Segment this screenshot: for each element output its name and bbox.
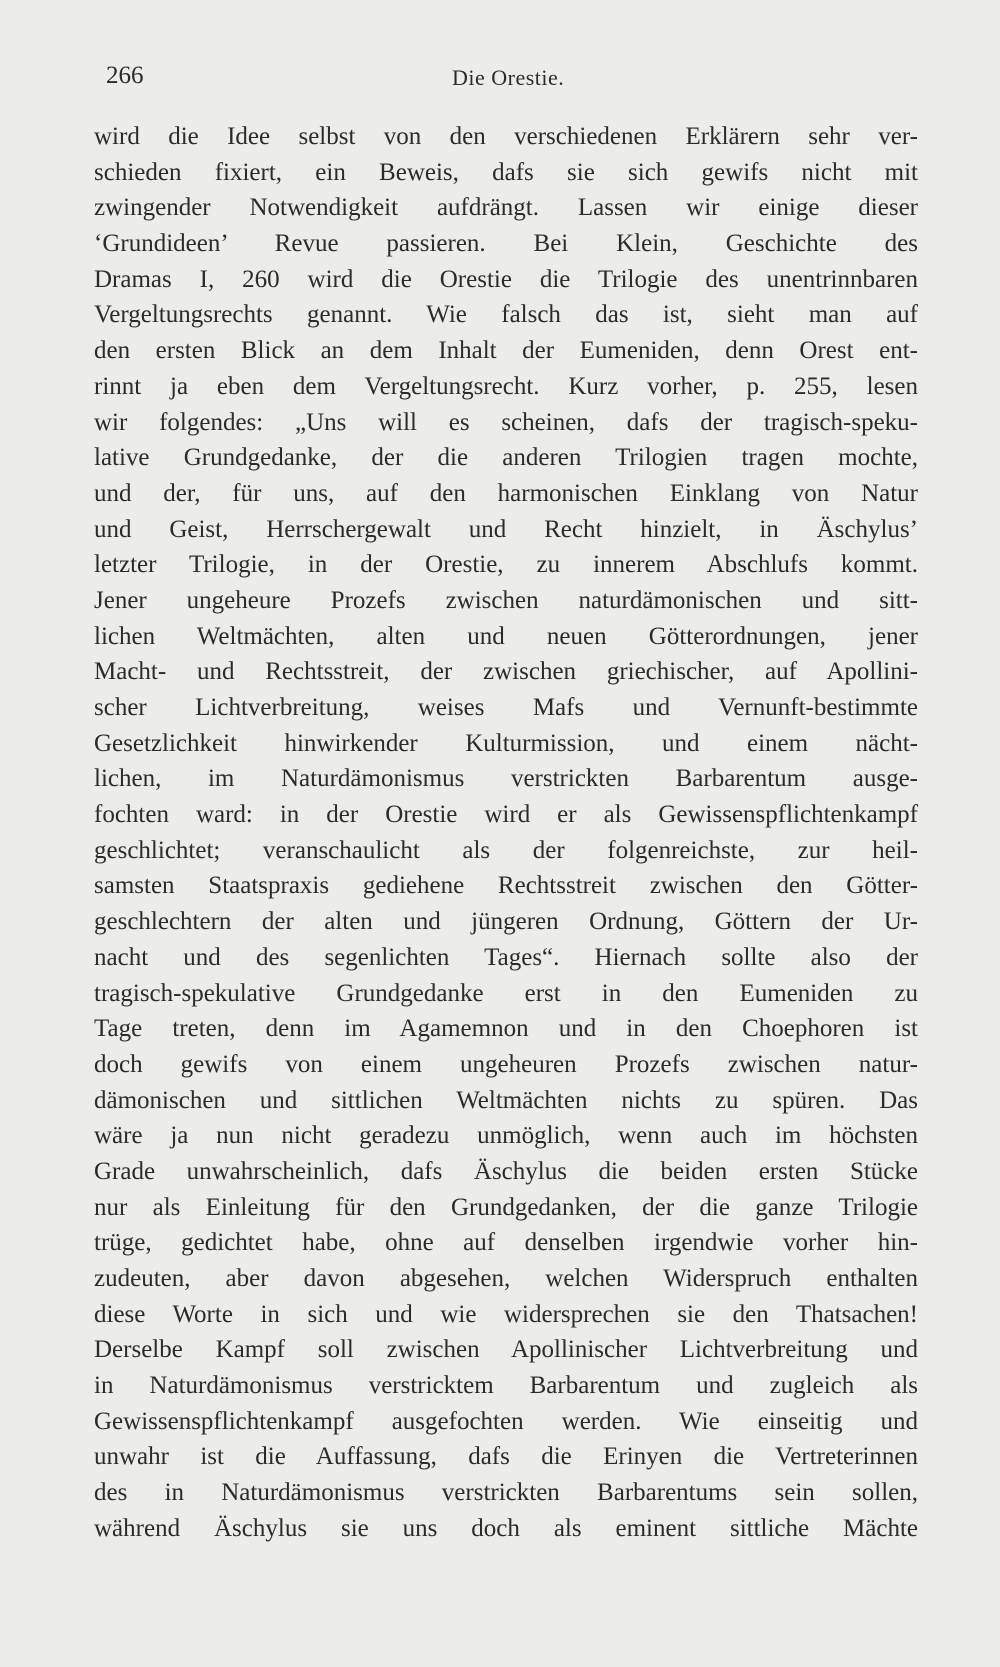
body-text	[94, 119, 918, 1547]
text-line: nacht und des segenlichten Tages“. Hiernach sollte also der	[94, 943, 918, 971]
text-line: samsten Staatspraxis gediehene Rechtsstreit zwischen den Götter-	[94, 872, 918, 900]
text-line: wird die Idee selbst von den verschiedenen Erklärern sehr ver-	[94, 123, 918, 150]
text-line: fochten ward: in der Orestie wird er als Gewissenspflichtenkampf	[94, 801, 918, 829]
running-title: Die Orestie.	[452, 65, 565, 90]
text-line: Jener ungeheure Prozefs zwischen naturdämonischen und sitt-	[94, 586, 918, 614]
text-line: unwahr ist die Auffassung, dafs die Erinyen die Vertreterinnen	[94, 1443, 918, 1471]
text-line: geschlichtet; veranschaulicht als der folgenreichste, zur heil-	[94, 836, 918, 864]
page-number: 266	[106, 62, 144, 89]
text-line: den ersten Blick an dem Inhalt der Eumeniden, denn Orest ent-	[94, 337, 918, 365]
text-line: Macht- und Rechtsstreit, der zwischen griechischer, auf Apollini-	[94, 658, 918, 686]
text-line: und Geist, Herrschergewalt und Recht hinzielt, in Äschylus’	[94, 515, 918, 543]
text-line: lative Grundgedanke, der die anderen Trilogien tragen mochte,	[94, 444, 918, 472]
text-line: Vergeltungsrechts genannt. Wie falsch das ist, sieht man auf	[94, 301, 918, 329]
text-line: geschlechtern der alten und jüngeren Ordnung, Göttern der Ur-	[94, 908, 918, 936]
text-line: zwingender Notwendigkeit aufdrängt. Lassen wir einige dieser	[94, 194, 918, 222]
text-line: ‘Grundideen’ Revue passieren. Bei Klein, Geschichte des	[94, 230, 918, 258]
text-line: nur als Einleitung für den Grundgedanken, der die ganze Trilogie	[94, 1193, 918, 1221]
text-line: Dramas I, 260 wird die Orestie die Trilogie des unentrinnbaren	[94, 265, 918, 293]
text-line: rinnt ja eben dem Vergeltungsrecht. Kurz vorher, p. 255, lesen	[94, 372, 918, 400]
text-line: lichen Weltmächten, alten und neuen Götterordnungen, jener	[94, 622, 918, 650]
text-line: diese Worte in sich und wie widersprechen sie den Thatsachen!	[94, 1300, 918, 1328]
text-line: trüge, gedichtet habe, ohne auf denselben irgendwie vorher hin-	[94, 1229, 918, 1257]
text-line: Tage treten, denn im Agamemnon und in den Choephoren ist	[94, 1015, 918, 1043]
text-line: Gewissenspflichtenkampf ausgefochten werden. Wie einseitig und	[94, 1407, 918, 1435]
text-line: und der, für uns, auf den harmonischen Einklang von Natur	[94, 479, 918, 507]
text-line: letzter Trilogie, in der Orestie, zu innerem Abschlufs kommt.	[94, 551, 918, 579]
text-line: Derselbe Kampf soll zwischen Apollinischer Lichtverbreitung und	[94, 1336, 918, 1364]
text-line: wäre ja nun nicht geradezu unmöglich, wenn auch im höchsten	[94, 1122, 918, 1150]
text-line: tragisch-spekulative Grundgedanke erst in den Eumeniden zu	[94, 979, 918, 1007]
text-line: scher Lichtverbreitung, weises Mafs und Vernunft-bestimmte	[94, 694, 918, 721]
text-line: lichen, im Naturdämonismus verstrickten Barbarentum ausge-	[94, 765, 918, 793]
text-line: schieden fixiert, ein Beweis, dafs sie sich gewifs nicht mit	[94, 158, 918, 186]
text-line: wir folgendes: „Uns will es scheinen, dafs der tragisch-speku-	[94, 408, 918, 436]
text-line: Gesetzlichkeit hinwirkender Kulturmission, und einem nächt-	[94, 729, 918, 757]
text-line: in Naturdämonismus verstricktem Barbarentum und zugleich als	[94, 1372, 918, 1400]
text-line: dämonischen und sittlichen Weltmächten nichts zu spüren. Das	[94, 1086, 918, 1114]
text-line: während Äschylus sie uns doch als eminent sittliche Mächte	[94, 1514, 918, 1542]
text-line: zudeuten, aber davon abgesehen, welchen Widerspruch enthalten	[94, 1265, 918, 1292]
text-line: des in Naturdämonismus verstrickten Barbarentums sein sollen,	[94, 1479, 918, 1507]
text-line: Grade unwahrscheinlich, dafs Äschylus die beiden ersten Stücke	[94, 1157, 918, 1185]
page-header	[106, 62, 916, 102]
text-line: doch gewifs von einem ungeheuren Prozefs zwischen natur-	[94, 1050, 918, 1078]
